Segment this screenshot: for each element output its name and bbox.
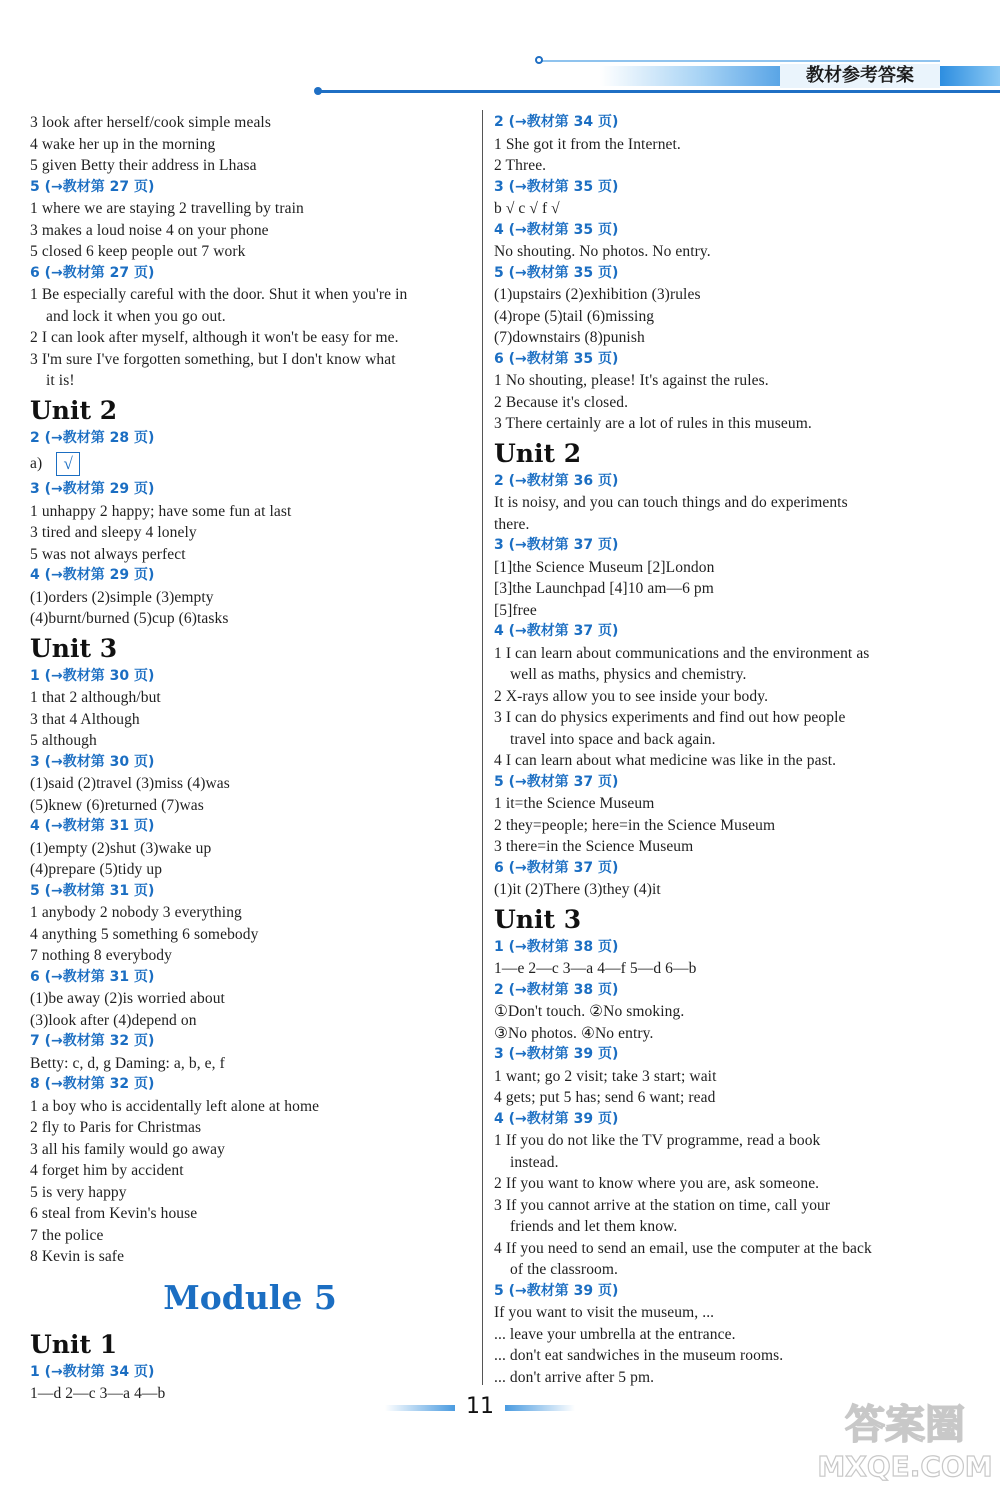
answer-line: 2 Because it's closed.: [494, 393, 629, 411]
answer-line: (5)knew (6)returned (7)was: [30, 796, 204, 814]
answer-line: 1 a boy who is accidentally left alone at home: [30, 1097, 320, 1115]
answer-line: ... leave your umbrella at the entrance.: [494, 1325, 736, 1343]
right-column: [494, 112, 934, 1388]
answer-line: (4)rope (5)tail (6)missing: [494, 307, 655, 325]
exercise-ref: 3 (→教材第 37 页): [494, 537, 619, 553]
unit-heading: Unit 2: [30, 395, 118, 425]
answer-line: (3)look after (4)depend on: [30, 1011, 197, 1029]
exercise-ref: 7 (→教材第 32 页): [30, 1033, 155, 1049]
exercise-ref: 5 (→教材第 39 页): [494, 1282, 619, 1299]
answer-line: 2 I can look after myself, although it won't be easy for me.: [30, 329, 399, 346]
exercise-ref: 1 (→教材第 38 页): [494, 938, 619, 955]
answer-line: 2 If you want to know where you are, ask someone.: [494, 1175, 820, 1192]
left-column: [30, 112, 470, 1405]
answer-line: 5 although: [30, 732, 97, 749]
answer-line: there.: [494, 515, 530, 533]
checkmark-icon: √: [56, 452, 80, 476]
header-rule: [318, 90, 1000, 93]
answer-line: 7 nothing 8 everybody: [30, 947, 173, 964]
exercise-ref: 1 (→教材第 30 页): [30, 667, 155, 684]
answer-line: (4)prepare (5)tidy up: [30, 861, 163, 878]
answer-line: 1 that 2 although/but: [30, 689, 161, 706]
answer-line: 3 There certainly are a lot of rules in this museum.: [494, 415, 812, 432]
exercise-ref: 5 (→教材第 37 页): [494, 773, 619, 790]
answer-line: 1 No shouting, please! It's against the rules.: [494, 372, 769, 389]
answer-line: travel into space and back again.: [510, 730, 716, 748]
exercise-ref: 6 (→教材第 31 页): [30, 968, 155, 985]
answer-line: friends and let them know.: [510, 1218, 678, 1235]
exercise-ref: 4 (→教材第 29 页): [30, 567, 155, 583]
page-number: 11: [466, 1394, 494, 1419]
answer-line: 3 there=in the Science Museum: [494, 838, 694, 855]
answer-line: 3 I can do physics experiments and find out how people: [494, 709, 846, 726]
footer-ornament-left: [385, 1405, 455, 1411]
answer-line: 5 was not always perfect: [30, 545, 186, 563]
answer-line: 3 I'm sure I've forgotten something, but I don't know what: [30, 350, 396, 368]
unit-heading: Unit 3: [30, 633, 118, 663]
answer-line: 7 the police: [30, 1226, 104, 1244]
answer-line: 2 Three.: [494, 157, 547, 174]
exercise-ref: 1 (→教材第 34 页): [30, 1363, 155, 1380]
header-gradient-band: [600, 66, 780, 86]
exercise-ref: 3 (→教材第 39 页): [494, 1046, 619, 1062]
answer-line: instead.: [510, 1153, 559, 1171]
answer-line: (1)empty (2)shut (3)wake up: [30, 839, 212, 857]
answer-line: ... don't arrive after 5 pm.: [494, 1368, 655, 1386]
answer-line: 4 gets; put 5 has; send 6 want; read: [494, 1089, 716, 1106]
exercise-ref: 4 (→教材第 37 页): [494, 623, 619, 639]
answer-line: (1)it (2)There (3)they (4)it: [494, 881, 661, 898]
exercise-ref: 4 (→教材第 39 页): [494, 1110, 619, 1127]
exercise-ref: 6 (→教材第 37 页): [494, 859, 619, 876]
module-heading: Module 5: [163, 1277, 337, 1317]
exercise-ref: 8 (→教材第 32 页): [30, 1076, 155, 1092]
page-header: [0, 0, 1000, 100]
footer-ornament-right: [505, 1405, 575, 1411]
answer-line: 3 tired and sleepy 4 lonely: [30, 524, 197, 541]
answer-line: 4 anything 5 something 6 somebody: [30, 925, 259, 943]
answer-line: 4 forget him by accident: [30, 1162, 184, 1179]
unit-heading: Unit 1: [30, 1329, 118, 1359]
answer-line: 5 is very happy: [30, 1183, 127, 1201]
unit-heading: Unit 2: [494, 438, 582, 468]
exercise-ref: 5 (→教材第 27 页): [30, 178, 155, 195]
watermark-logo: [815, 1390, 995, 1486]
answer-line: 3 look after herself/cook simple meals: [30, 114, 271, 131]
exercise-ref: 5 (→教材第 31 页): [30, 882, 155, 899]
answer-line: If you want to visit the museum, ...: [494, 1304, 715, 1321]
answer-line: 1 She got it from the Internet.: [494, 135, 681, 153]
answer-line: ③No photos. ④No entry.: [494, 1024, 654, 1042]
answer-line: No shouting. No photos. No entry.: [494, 243, 711, 260]
header-tab-ornament: [940, 66, 1000, 86]
header-thin-rule: [540, 60, 940, 62]
header-circle-ornament: [535, 56, 543, 64]
answer-line: (1)orders (2)simple (3)empty: [30, 588, 214, 606]
answer-line: 3 If you cannot arrive at the station on time, call your: [494, 1196, 831, 1214]
answer-line: [5]free: [494, 601, 537, 619]
exercise-ref: 2 (→教材第 34 页): [494, 114, 619, 130]
exercise-ref: 2 (→教材第 28 页): [30, 429, 155, 446]
answer-line: 8 Kevin is safe: [30, 1248, 125, 1265]
answer-line: and lock it when you go out.: [46, 307, 226, 325]
answer-line: it is!: [46, 372, 75, 389]
answer-line: 3 makes a loud noise 4 on your phone: [30, 221, 269, 239]
answer-line: 2 X-rays allow you to see inside your body.: [494, 687, 769, 705]
answer-line: (4)burnt/burned (5)cup (6)tasks: [30, 610, 229, 627]
answer-line: 4 If you need to send an email, use the computer at the back: [494, 1239, 872, 1257]
answer-line: (1)upstairs (2)exhibition (3)rules: [494, 286, 701, 303]
answer-line: It is noisy, and you can touch things and do experiments: [494, 494, 848, 511]
exercise-ref: 3 (→教材第 30 页): [30, 753, 155, 770]
answer-line: 5 closed 6 keep people out 7 work: [30, 243, 246, 260]
answer-line: 3 all his family would go away: [30, 1140, 225, 1158]
answer-line: 1 anybody 2 nobody 3 everything: [30, 904, 242, 921]
answer-line: 1 I can learn about communications and the environment as: [494, 644, 870, 662]
answer-line: [3]the Launchpad [4]10 am—6 pm: [494, 580, 714, 597]
exercise-ref: 6 (→教材第 35 页): [494, 350, 619, 367]
header-title: 教材参考答案: [780, 64, 940, 88]
answer-line: 2 they=people; here=in the Science Museum: [494, 816, 776, 834]
answer-line: ... don't eat sandwiches in the museum rooms.: [494, 1347, 784, 1364]
answer-line: 1 If you do not like the TV programme, read a book: [494, 1132, 821, 1149]
answer-line: 3 that 4 Although: [30, 710, 140, 728]
answer-line: 1 where we are staying 2 travelling by train: [30, 200, 304, 217]
check-answer: [30, 449, 470, 479]
answer-line: (1)said (2)travel (3)miss (4)was: [30, 775, 230, 792]
answer-line: well as maths, physics and chemistry.: [510, 666, 747, 683]
answer-line: 5 given Betty their address in Lhasa: [30, 157, 257, 174]
unit-heading: Unit 3: [494, 904, 582, 934]
answer-line: [1]the Science Museum [2]London: [494, 558, 715, 576]
answer-line: 1 Be especially careful with the door. Shut it when you're in: [30, 286, 408, 303]
answer-line: 1 unhappy 2 happy; have some fun at last: [30, 502, 292, 520]
check-label: a): [30, 455, 43, 472]
exercise-ref: 6 (→教材第 27 页): [30, 264, 155, 281]
answer-line: 1 want; go 2 visit; take 3 start; wait: [494, 1067, 717, 1085]
answer-line: of the classroom.: [510, 1261, 619, 1278]
answer-line: 1—e 2—c 3—a 4—f 5—d 6—b: [494, 960, 697, 977]
answer-line: 1—d 2—c 3—a 4—b: [30, 1385, 166, 1402]
answer-line: 4 I can learn about what medicine was like in the past.: [494, 752, 837, 769]
watermark-text-cn: 答案圈: [845, 1402, 965, 1448]
answer-line: b √ c √ f √: [494, 200, 560, 217]
exercise-ref: 2 (→教材第 38 页): [494, 981, 619, 998]
answer-line: 6 steal from Kevin's house: [30, 1205, 198, 1222]
answer-line: (7)downstairs (8)punish: [494, 329, 645, 346]
header-dot-ornament: [314, 87, 322, 95]
exercise-ref: 2 (→教材第 36 页): [494, 472, 619, 489]
answer-line: (1)be away (2)is worried about: [30, 990, 225, 1007]
answer-line: ①Don't touch. ②No smoking.: [494, 1003, 685, 1020]
watermark-text-en: MXQE.COM: [817, 1450, 993, 1483]
answer-line: 4 wake her up in the morning: [30, 135, 216, 153]
answer-line: Betty: c, d, g Daming: a, b, e, f: [30, 1054, 225, 1072]
answer-line: 2 fly to Paris for Christmas: [30, 1119, 202, 1136]
answer-line: 1 it=the Science Museum: [494, 795, 655, 812]
exercise-ref: 3 (→教材第 29 页): [30, 481, 155, 497]
exercise-ref: 5 (→教材第 35 页): [494, 264, 619, 281]
exercise-ref: 3 (→教材第 35 页): [494, 178, 619, 195]
exercise-ref: 4 (→教材第 31 页): [30, 818, 155, 834]
column-divider: [482, 110, 483, 1385]
exercise-ref: 4 (→教材第 35 页): [494, 221, 619, 238]
